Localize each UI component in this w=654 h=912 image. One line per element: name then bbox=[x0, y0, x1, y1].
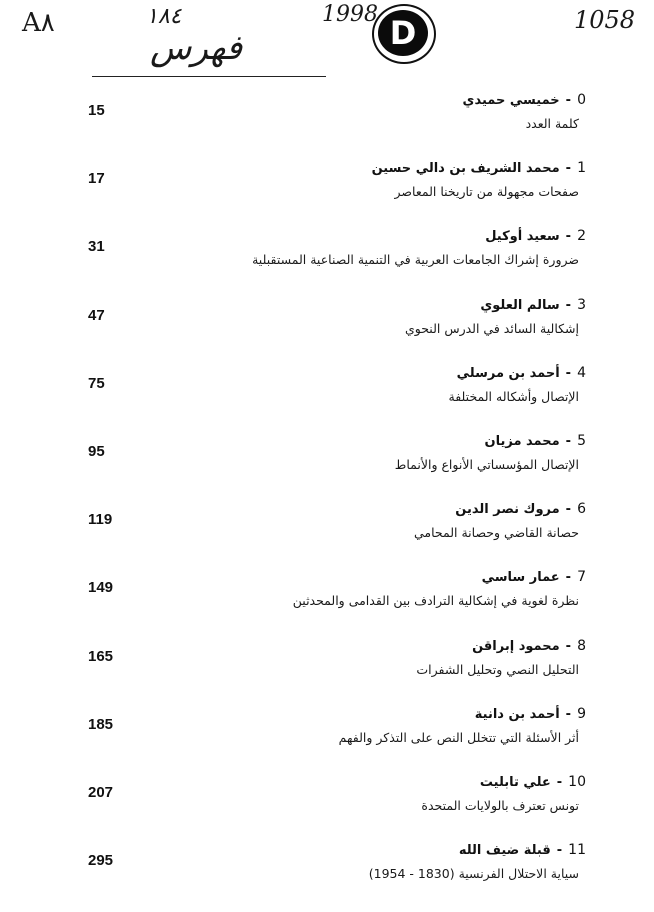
entry-author: سالم العلوي bbox=[480, 297, 560, 313]
toc-entry bbox=[0, 638, 654, 708]
entry-author: قبلة ضيف الله bbox=[458, 843, 551, 859]
entry-dash: - bbox=[565, 161, 572, 177]
entry-number: 6 bbox=[577, 501, 586, 518]
entry-title: الإتصال وأشكاله المختلفة bbox=[448, 388, 579, 404]
entry-page-number: 295 bbox=[88, 852, 114, 870]
toc-entry bbox=[0, 92, 654, 162]
entry-title: صفحات مجهولة من تاريخنا المعاصر bbox=[394, 184, 579, 200]
entry-title: تونس تعترف بالولايات المتحدة bbox=[421, 798, 579, 813]
entry-dash: - bbox=[565, 502, 572, 518]
entry-page-number: 119 bbox=[88, 511, 113, 529]
header-rule bbox=[92, 76, 326, 77]
entry-page-number: 165 bbox=[88, 647, 114, 665]
entry-title: الإتصال المؤسساتي الأنواع والأنماط bbox=[394, 457, 579, 472]
handwritten-title: فهرس bbox=[150, 28, 243, 68]
entry-title: كلمة العدد bbox=[525, 116, 579, 131]
toc-entry bbox=[0, 228, 654, 298]
entry-dash: - bbox=[565, 570, 572, 586]
entry-number: 1 bbox=[577, 160, 586, 177]
stamp-d: D bbox=[378, 10, 428, 56]
entry-title: ضرورة إشراك الجامعات العربية في التنمية الصناعية المستقبلية bbox=[252, 252, 579, 268]
toc-entry bbox=[0, 501, 654, 571]
entry-title: نظرة لغوية في إشكالية الترادف بين القدامى والمحدثين bbox=[292, 593, 579, 609]
entry-author: علي تابليت bbox=[479, 775, 551, 790]
entry-page-number: 17 bbox=[88, 170, 105, 188]
entry-author-row bbox=[372, 160, 586, 176]
toc-entry bbox=[0, 569, 654, 639]
entry-number: 8 bbox=[577, 637, 586, 654]
entry-dash: - bbox=[556, 843, 563, 859]
entry-number: 0 bbox=[577, 92, 586, 108]
toc-entry bbox=[0, 297, 654, 367]
toc-entry bbox=[0, 774, 654, 844]
entry-author: خميسي حميدي bbox=[462, 93, 560, 108]
year-note: 1998 bbox=[322, 2, 378, 27]
toc-entry bbox=[0, 842, 654, 912]
entry-page-number: 47 bbox=[88, 306, 105, 324]
entry-dash: - bbox=[565, 229, 572, 245]
entry-author-row bbox=[480, 774, 586, 790]
entry-author-row bbox=[457, 365, 586, 381]
entry-title: التحليل النصي وتحليل الشفرات bbox=[416, 661, 579, 677]
entry-dash: - bbox=[565, 434, 572, 449]
entry-author: أحمد بن مرسلي bbox=[456, 365, 560, 381]
entry-page-number: 207 bbox=[88, 784, 114, 801]
entry-number: 9 bbox=[577, 705, 586, 722]
entry-author-row bbox=[463, 92, 586, 108]
entry-number: 3 bbox=[577, 296, 586, 313]
entry-number: 4 bbox=[577, 364, 586, 381]
entry-author: أحمد بن دانية bbox=[474, 706, 560, 722]
entry-author-row bbox=[475, 706, 586, 722]
entry-dash: - bbox=[565, 297, 572, 313]
entry-author-row bbox=[455, 501, 586, 517]
corner-right-note: 1058 bbox=[574, 6, 636, 34]
entry-dash: - bbox=[556, 775, 563, 790]
entry-dash: - bbox=[565, 365, 572, 381]
entry-page-number: 31 bbox=[88, 238, 105, 256]
entry-author: محمد مزيان bbox=[484, 434, 560, 449]
entry-number: 11 bbox=[568, 842, 586, 859]
entry-author-row bbox=[472, 638, 586, 654]
entry-number: 10 bbox=[568, 774, 586, 790]
entry-title: أثر الأسئلة التي تتخلل النص على التذكر والفهم bbox=[338, 729, 579, 745]
entry-author: محمود إبراقن bbox=[472, 638, 560, 654]
entry-number: 7 bbox=[577, 569, 586, 586]
entry-dash: - bbox=[565, 638, 572, 654]
entry-number: 2 bbox=[577, 228, 586, 245]
entry-author-row bbox=[485, 433, 587, 449]
entry-author: مروك نصر الدين bbox=[455, 502, 560, 518]
entry-page-number: 75 bbox=[88, 374, 105, 392]
entry-page-number: 95 bbox=[88, 443, 105, 460]
entry-author-row bbox=[480, 297, 586, 313]
entry-title: إشكالية السائد في الدرس النحوي bbox=[404, 320, 579, 336]
corner-left-note: A٨ bbox=[22, 8, 55, 38]
entry-dash: - bbox=[565, 706, 572, 722]
toc-entry bbox=[0, 365, 654, 435]
entry-page-number: 15 bbox=[88, 102, 105, 119]
toc-entry bbox=[0, 160, 654, 230]
entry-author: عمار ساسي bbox=[481, 570, 560, 586]
entry-title: حصانة القاضي وحصانة المحامي bbox=[413, 525, 579, 541]
entry-page-number: 149 bbox=[88, 579, 114, 597]
entry-dash: - bbox=[565, 93, 572, 108]
entry-author: سعيد أوكيل bbox=[485, 229, 560, 245]
entry-author-row bbox=[482, 569, 586, 585]
entry-author-row bbox=[459, 842, 586, 858]
handwritten-number: ١٨٤ bbox=[146, 4, 182, 29]
entry-title: سياية الاحتلال الفرنسية (1830 - 1954) bbox=[368, 866, 579, 882]
toc-entry bbox=[0, 433, 654, 503]
toc-entry bbox=[0, 706, 654, 776]
entry-page-number: 185 bbox=[88, 715, 114, 733]
entry-number: 5 bbox=[577, 433, 586, 449]
entry-author-row bbox=[485, 228, 586, 244]
entry-author: محمد الشريف بن دالي حسين bbox=[371, 161, 560, 177]
